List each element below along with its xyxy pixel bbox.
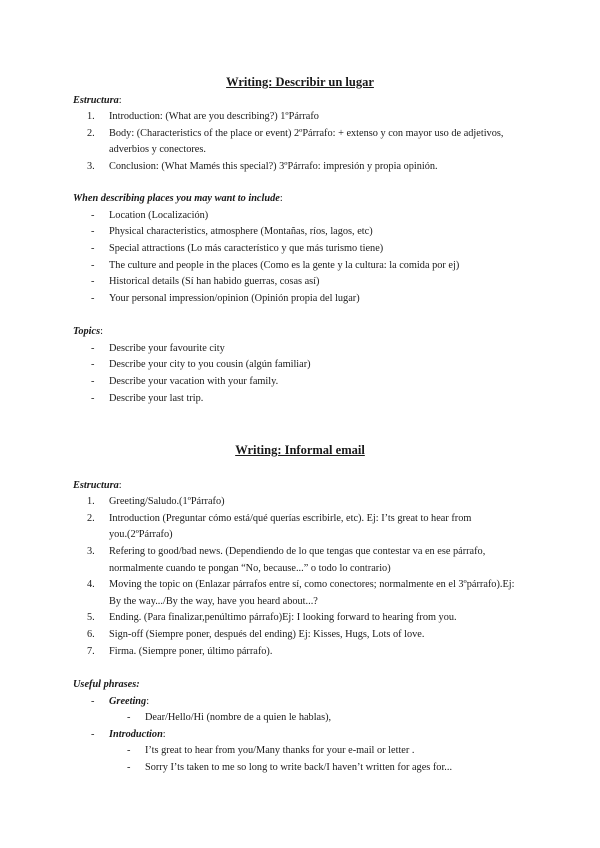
phrase-item: I’ts great to hear from you/Many thanks for your e-mail or letter . (145, 745, 415, 756)
list-item-text: Describe your city to you cousin (algún familiar) (109, 359, 311, 370)
dash-bullet: - (91, 393, 95, 404)
list-item-text: Introduction: (What are you describing?) 1ºPárrafo (109, 111, 319, 122)
section-title: Writing: Describir un lugar (226, 75, 374, 89)
list-item-text: The culture and people in the places (Como es la gente y la cultura: la comida por ej) (109, 260, 460, 271)
list-item-text: Describe your last trip. (109, 393, 204, 404)
dash-bullet: - (91, 696, 95, 707)
list-item-text: Moving the topic on (Enlazar párrafos entre sí, como conectores; normalmente en el 3ºpárrafo).Ej: (109, 579, 515, 590)
dash-bullet: - (127, 712, 131, 723)
list-number: 5. (87, 612, 95, 623)
phrase-category: Introduction: (109, 729, 166, 740)
dash-bullet: - (91, 243, 95, 254)
list-item-text: Refering to good/bad news. (Dependiendo de lo que tengas que contestar va en ese párrafo, (109, 546, 486, 557)
list-item-text: Your personal impression/opinion (Opinión propia del lugar) (109, 293, 360, 304)
section-heading-estructura: Estructura: (73, 480, 122, 491)
list-number: 2. (87, 128, 95, 139)
section-title: Writing: Informal email (235, 443, 365, 457)
list-item-text: Ending. (Para finalizar,penúltimo párrafo)Ej: I looking forward to hearing from you. (109, 612, 457, 623)
list-number: 1. (87, 496, 95, 507)
phrase-item: Sorry I’ts taken to me so long to write back/I haven’t written for ages for... (145, 762, 453, 773)
section-heading-phrases: Useful phrases: (73, 679, 140, 690)
list-item-text: Conclusion: (What Mamés this special?) 3ºPárrafo: impresión y propia opinión. (109, 161, 438, 172)
dash-bullet: - (127, 745, 131, 756)
list-item-text: Physical characteristics, atmosphere (Montañas, ríos, lagos, etc) (109, 226, 373, 237)
list-item-text: Body: (Characteristics of the place or event) 2ºPárrafo: + extenso y con mayor uso de adjetivos, (109, 128, 504, 139)
list-item-text: Describe your favourite city (109, 343, 225, 354)
dash-bullet: - (91, 260, 95, 271)
phrase-category: Greeting: (109, 696, 150, 707)
dash-bullet: - (91, 276, 95, 287)
list-item-text: you.(2ºPárrafo) (109, 529, 173, 540)
list-number: 3. (87, 546, 95, 557)
list-item-text: Describe your vacation with your family. (109, 376, 279, 387)
phrase-item: Dear/Hello/Hi (nombre de a quien le hablas), (145, 712, 332, 723)
section-heading-topics: Topics: (73, 326, 103, 337)
list-number: 1. (87, 111, 95, 122)
dash-bullet: - (127, 762, 131, 773)
list-item-text: Special attractions (Lo más característico y que más turismo tiene) (109, 243, 384, 254)
list-item-text: Sign-off (Siempre poner, después del ending) Ej: Kisses, Hugs, Lots of love. (109, 629, 425, 640)
list-number: 2. (87, 513, 95, 524)
section-heading-include: When describing places you may want to include: (73, 193, 283, 204)
list-item-text: Greeting/Saludo.(1ºPárrafo) (109, 496, 225, 507)
dash-bullet: - (91, 210, 95, 221)
dash-bullet: - (91, 376, 95, 387)
list-number: 3. (87, 161, 95, 172)
list-item-text: normalmente cuando te pongan “No, because...” o todo lo contrario) (109, 563, 391, 574)
section-heading-estructura: Estructura: (73, 95, 122, 106)
dash-bullet: - (91, 343, 95, 354)
list-item-text: Location (Localización) (109, 210, 209, 221)
list-number: 6. (87, 629, 95, 640)
list-number: 7. (87, 646, 95, 657)
list-item-text: Firma. (Siempre poner, último párrafo). (109, 646, 273, 657)
list-item-text: Historical details (Sí han habido guerras, cosas así) (109, 276, 320, 287)
list-item-text: By the way.../By the way, have you heard about...? (109, 596, 318, 607)
list-number: 4. (87, 579, 95, 590)
list-item-text: adverbios y conectores. (109, 144, 206, 155)
list-item-text: Introduction (Preguntar cómo está/qué querías escribirle, etc). Ej: I’ts great to hear from (109, 513, 472, 524)
dash-bullet: - (91, 729, 95, 740)
dash-bullet: - (91, 359, 95, 370)
dash-bullet: - (91, 226, 95, 237)
dash-bullet: - (91, 293, 95, 304)
